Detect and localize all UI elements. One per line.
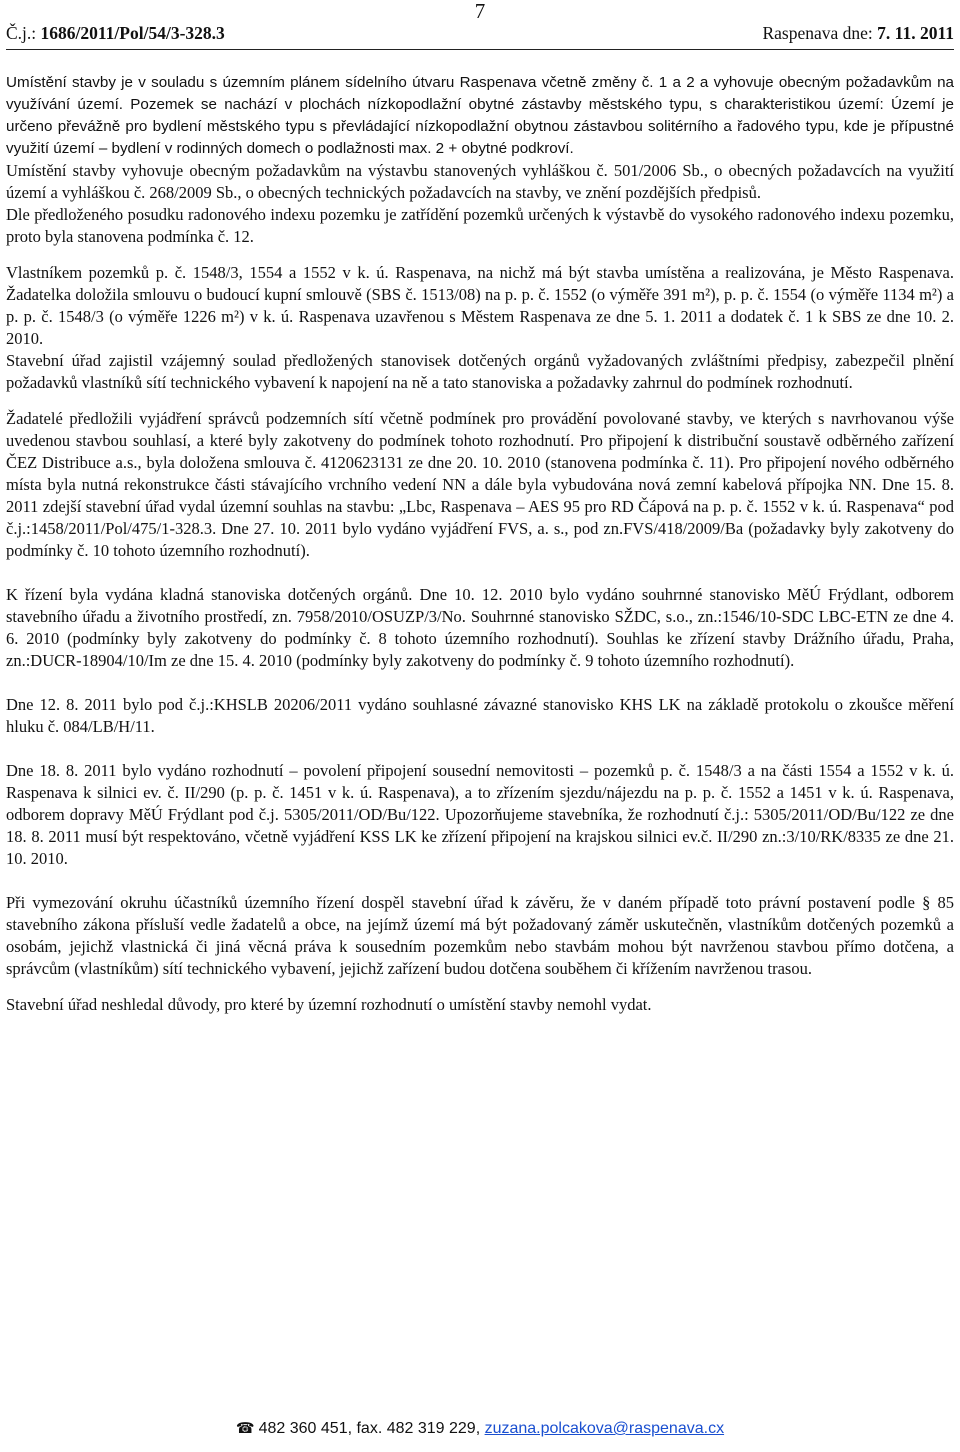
paragraph: Stavební úřad neshledal důvody, pro které by územní rozhodnutí o umístění stavby nemohl vydat. [6,995,652,1014]
email-link[interactable]: zuzana.polcakova@raspenava.cx [484,1420,725,1437]
paragraph: Umístění stavby je v souladu s územním plánem sídelního útvaru Raspenava včetně změny č. 1 a 2 a vyhovuje obecným požadavkům na využívání území. Pozemek se nachází v plochách nízkopodlažní obytné zástavby městského typu, s charakteristikou území: Území je určeno převážně pro bydlení městského typu s převládající nízkopodlažní obytnou zástavbou solitérního a řadového typu, kde je přípustné využití území – bydlení v rodinných domech o podlažnosti max. 2 + obytné podkroví. [6,74,954,157]
paragraph: Umístění stavby vyhovuje obecným požadavkům na výstavbu stanovených vyhláškou č. 501/2006 Sb., o obecných požadavcích na využití území a vyhláškou č. 268/2009 Sb., o obecných technických požadavcích na stavby, ve znění pozdějších předpisů. [6,161,954,202]
paragraph: Dne 18. 8. 2011 bylo vydáno rozhodnutí – povolení připojení sousední nemovitosti – pozemků p. č. 1548/3 a na části 1554 a 1552 v k. ú. Raspenava k silnici ev. č. II/290 (p. p. č. 1451 v k. ú. Raspenava), a to zřízením sjezdu/nájezdu na p. p. č. 1552 a 1451 v k. ú. Raspenava, odborem dopravy MěÚ Frýdlant pod č.j. 5305/2011/OD/Bu/122. Upozorňujeme stavebníka, že rozhodnutí č.j.: 5305/2011/OD/Bu/122 ze dne 18. 8. 2011 musí být respektováno, včetně vyjádření KSS LK ke zřízení připojení na krajskou silnici ev.č. II/290 zn.:3/10/RK/8335 ze dne 21. 10. 2010. [6,761,954,868]
document-body [6,72,954,1016]
paragraph: Při vymezování okruhu účastníků územního řízení dospěl stavební úřad k závěru, že v daném případě toto právní postavení podle § 85 stavebního zákona přísluší vedle žadatelů a obce, na jejímž území má být požadovaný záměr uskutečněn, vlastníkům dotčených pozemků a osobám, jejichž vlastnická či jiná věcná práva k sousedním pozemkům nebo stavbám mohou být navrženou stavbou přímo dotčena, a správcům (vlastníkům) sítí technického vybavení, jejichž zařízení budou dotčena souběhem či křížením navrženou trasou. [6,893,954,978]
telephone-icon: ☎ [235,1420,255,1437]
footer-contact: ☎ 482 360 451, fax. 482 319 229, zuzana.polcakova@raspenava.cx [235,1420,725,1437]
document-header [6,23,954,50]
paragraph: Stavební úřad zajistil vzájemný soulad předložených stanovisek dotčených orgánů vyžadovaných zvláštními předpisy, zabezpečil plnění požadavků vlastníků sítí technického vybavení k napojení na ně a tato stanoviska a požadavky zahrnul do podmínek rozhodnutí. [6,351,954,392]
document-date: Raspenava dne: 7. 11. 2011 [762,23,954,43]
paragraph: Dle předloženého posudku radonového indexu pozemku je zatřídění pozemků určených k výstavbě do vysokého radonového indexu pozemku, proto byla stanovena podmínka č. 12. [6,205,954,246]
page-number: 7 [474,0,486,23]
reference-number: Č.j.: 1686/2011/Pol/54/3-328.3 [6,23,225,43]
paragraph: Dne 12. 8. 2011 bylo pod č.j.:KHSLB 20206/2011 vydáno souhlasné závazné stanovisko KHS LK na základě protokolu o zkoušce měření hluku č. 084/LB/H/11. [6,695,954,736]
paragraph: Žadatelé předložili vyjádření správců podzemních sítí včetně podmínek pro provádění povolované stavby, ve kterých s navrhovanou výše uvedenou stavbou souhlasí, a které byly zakotveny do podmínek tohoto rozhodnutí. Pro připojení k distribuční soustavě odběrného zařízení ČEZ Distribuce a.s., byla doložena smlouva č. 4120623131 ze dne 20. 10. 2010 (stanovena podmínka č. 11). Pro připojení nového odběrného místa byla nutná rekonstrukce části stávajícího vrchního vedení NN a dále byla vybudována nová zemní kabelová přípojka NN. Dne 15. 8. 2011 zdejší stavební úřad vydal územní souhlas na stavbu: „Lbc, Raspenava – AES 95 pro RD Čápová na p. p. č. 1552 v k. ú. Raspenava“ pod č.j.:1458/2011/Pol/475/1-328.3. Dne 27. 10. 2011 bylo vydáno vyjádření FVS, a. s., pod zn.FVS/418/2009/Ba (požadavky byly zakotveny do podmínky č. 10 tohoto územního rozhodnutí). [6,409,954,560]
paragraph: K řízení byla vydána kladná stanoviska dotčených orgánů. Dne 10. 12. 2010 bylo vydáno souhrnné stanovisko MěÚ Frýdlant, odborem stavebního úřadu a životního prostředí, zn. 7958/2010/OSUZP/3/No. Souhrnné stanovisko SŽDC, s.o., zn.:1546/10-SDC LBC-ETN ze dne 4. 6. 2010 (podmínky byly zakotveny do podmínky č. 8 tohoto územního rozhodnutí). Souhlas ke zřízení stavby Drážního úřadu, Praha, zn.:DUCR-18904/10/Im ze dne 15. 4. 2010 (podmínky byly zakotveny do podmínky č. 9 tohoto územního rozhodnutí). [6,585,954,670]
paragraph: Vlastníkem pozemků p. č. 1548/3, 1554 a 1552 v k. ú. Raspenava, na nichž má být stavba umístěna a realizována, je Město Raspenava. Žadatelka doložila smlouvu o budoucí kupní smlouvě (SBS č. 1513/08) na p. p. č. 1552 (o výměře 391 m²), p. p. č. 1554 (o výměře 1134 m²) a p. p. č. 1548/3 (o výměře 1226 m²) v k. ú. Raspenava uzavřenou s Městem Raspenava ze dne 5. 1. 2011 a dodatek č. 1 k SBS ze dne 10. 2. 2010. [6,263,954,348]
